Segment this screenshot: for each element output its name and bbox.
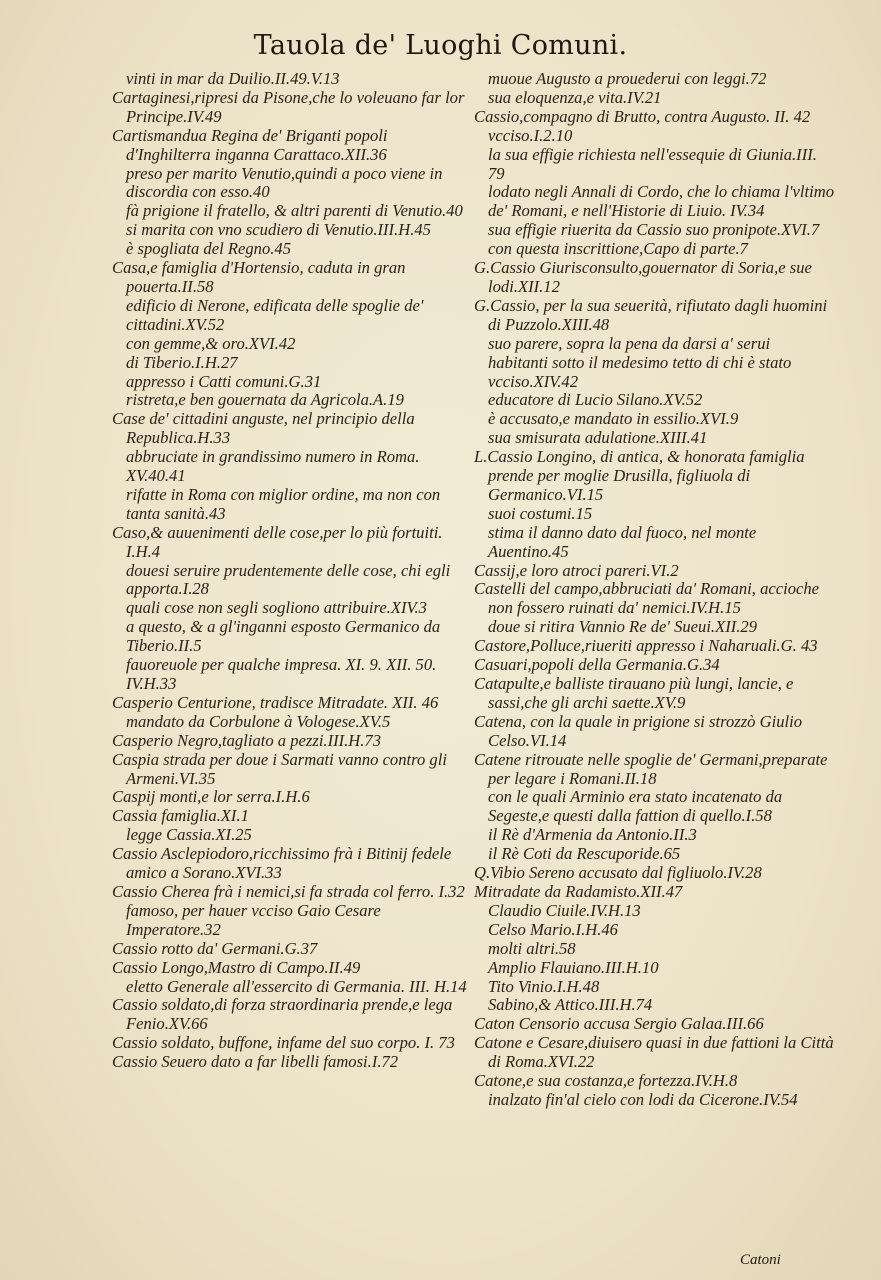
left-index-column (112, 70, 472, 1072)
index-entry: si marita con vno scudiero di Venutio.III.H.45 (126, 220, 431, 240)
index-entry: Cartismandua Regina de' Briganti popoli d'Inghilterra inganna Carattaco.XII.36 (112, 125, 388, 164)
index-entry: Tito Vinio.I.H.48 (488, 976, 600, 996)
index-entry: Casperio Centurione, tradisce Mitradate. XII. 46 (112, 692, 439, 712)
index-entry: Cassio rotto da' Germani.G.37 (112, 938, 318, 958)
index-entry: appresso i Catti comuni.G.31 (126, 371, 322, 391)
index-entry: Catone,e sua costanza,e fortezza.IV.H.8 (474, 1071, 738, 1091)
index-entry: fauoreuole per qualche impresa. XI. 9. XII. 50. IV.H.33 (126, 655, 437, 693)
index-entry: rifatte in Roma con miglior ordine, ma non con tanta sanità.43 (126, 484, 441, 523)
index-entry: con gemme,& oro.XVI.42 (126, 333, 296, 353)
index-entry: il Rè d'Armenia da Antonio.II.3 (488, 825, 697, 845)
index-entry: Casperio Negro,tagliato a pezzi.III.H.73 (112, 730, 382, 750)
index-entry: Caspia strada per doue i Sarmati vanno contro gli Armeni.VI.35 (112, 749, 447, 788)
index-entry: suoi costumi.15 (488, 503, 593, 523)
index-entry: suo parere, sopra la pena da darsi a' serui habitanti sotto il medesimo tetto di chi è stato vcciso.XIV.42 (488, 333, 792, 391)
index-entry: edificio di Nerone, edificata delle spoglie de' cittadini.XV.52 (126, 295, 424, 334)
index-entry: fà prigione il fratello, & altri parenti di Venutio.40 (126, 201, 463, 221)
index-entry: ristreta,e ben gouernata da Agricola.A.19 (126, 390, 404, 410)
index-entry: legge Cassia.XI.25 (126, 825, 252, 845)
index-entry: sua effigie riuerita da Cassio suo pronipote.XVI.7 (488, 220, 820, 240)
index-entry: Cassio Longo,Mastro di Campo.II.49 (112, 957, 361, 977)
index-entry: Casuari,popoli della Germania.G.34 (474, 655, 720, 675)
index-entry: inalzato fin'al cielo con lodi da Cicerone.IV.54 (488, 1089, 798, 1109)
index-entry: educatore di Lucio Silano.XV.52 (488, 390, 703, 410)
index-entry: lodato negli Annali di Cordo, che lo chiama l'vltimo de' Romani, e nell'Historie di Liuio. IV.34 (488, 182, 834, 221)
index-entry: Caton Censorio accusa Sergio Galaa.III.66 (474, 1014, 764, 1034)
index-entry: è accusato,e mandato in essilio.XVI.9 (488, 409, 739, 429)
index-entry: G.Cassio Giurisconsulto,gouernator di Soria,e sue lodi.XII.12 (474, 258, 812, 296)
index-entry: è spogliata del Regno.45 (126, 239, 291, 259)
index-entry: Mitradate da Radamisto.XII.47 (474, 881, 683, 901)
index-entry: eletto Generale all'essercito di Germania. III. H.14 (126, 976, 467, 996)
page-title: Tauola de' Luoghi Comuni. (253, 30, 628, 61)
index-entry: Catapulte,e balliste tirauano più lungi, lancie, e sassi,che gli archi saette.XV.9 (474, 674, 794, 712)
index-entry: sua eloquenza,e vita.IV.21 (488, 87, 662, 107)
index-entry: G.Cassio, per la sua seuerità, rifiutato dagli huomini di Puzzolo.XIII.48 (474, 295, 828, 334)
index-entry: Amplio Flauiano.III.H.10 (488, 957, 659, 977)
index-entry: di Tiberio.I.H.27 (126, 352, 238, 372)
index-entry: Cassio,compagno di Brutto, contra Augusto. II. 42 (474, 106, 811, 126)
index-entry: la sua effigie richiesta nell'essequie di Giunia.III. 79 (488, 144, 817, 183)
index-entry: vcciso.I.2.10 (488, 125, 573, 145)
catchword: Catoni (740, 1252, 781, 1268)
index-entry: Claudio Ciuile.IV.H.13 (488, 900, 641, 920)
index-entry: Q.Vibio Sereno accusato dal figliuolo.IV.28 (474, 863, 762, 883)
index-entry: L.Cassio Longino, di antica, & honorata famiglia prende per moglie Drusilla, figliuola di Germanico.VI.15 (474, 447, 805, 504)
index-entry: Sabino,& Attico.III.H.74 (488, 995, 653, 1015)
index-entry: muoue Augusto a prouederui con leggi.72 (488, 69, 767, 88)
index-entry: Castelli del campo,abbruciati da' Romani, accioche non fossero ruinati da' nemici.IV.H.15 (474, 579, 820, 618)
index-entry: mandato da Corbulone à Vologese.XV.5 (126, 711, 391, 731)
index-entry: Cassio soldato,di forza straordinaria prende,e lega Fenio.XV.66 (112, 995, 453, 1034)
index-entry: Catena, con la quale in prigione si strozzò Giulio Celso.VI.14 (474, 711, 803, 750)
index-entry: con le quali Arminio era stato incatenato da Segeste,e questi dalla fattion di quello.I.58 (488, 787, 783, 826)
index-entry: con questa inscrittione,Capo di parte.7 (488, 239, 748, 259)
index-entry: famoso, per hauer vcciso Gaio Cesare Imperatore.32 (126, 900, 381, 939)
index-entry: Cassia famiglia.XI.1 (112, 806, 249, 826)
index-entry: Casa,e famiglia d'Hortensio, caduta in gran pouerta.II.58 (112, 258, 406, 296)
index-entry: Cassio soldato, buffone, infame del suo corpo. I. 73 (112, 1033, 455, 1053)
index-entry: Cassio Seuero dato a far libelli famosi.I.72 (112, 1052, 399, 1072)
index-entry: abbruciate in grandissimo numero in Roma. XV.40.41 (126, 447, 420, 486)
index-entry: preso per marito Venutio,quindi a poco viene in discordia con esso.40 (126, 163, 443, 202)
index-entry: Celso Mario.I.H.46 (488, 919, 618, 939)
index-entry: molti altri.58 (488, 938, 576, 958)
index-entry: Cassio Asclepiodoro,ricchissimo frà i Bitinij fedele amico a Sorano.XVI.33 (112, 844, 452, 883)
index-entry: quali cose non segli sogliono attribuire.XIV.3 (126, 598, 427, 618)
index-entry: sua smisurata adulatione.XIII.41 (488, 428, 708, 448)
index-entry: doue si ritira Vannio Re de' Sueui.XII.29 (488, 617, 758, 637)
right-index-column (474, 70, 834, 1110)
index-entry: Catone e Cesare,diuisero quasi in due fattioni la Città di Roma.XVI.22 (474, 1033, 834, 1072)
index-entry: Catene ritrouate nelle spoglie de' Germani,preparate per legare i Romani.II.18 (474, 749, 828, 788)
index-entry: a questo, & a gl'inganni esposto Germanico da Tiberio.II.5 (126, 617, 441, 656)
index-entry: Case de' cittadini anguste, nel principio della Republica.H.33 (112, 409, 415, 448)
index-entry: Caspij monti,e lor serra.I.H.6 (112, 787, 310, 807)
index-entry: Cassio Cherea frà i nemici,si fa strada col ferro. I.32 (112, 881, 465, 901)
index-entry: il Rè Coti da Rescuporide.65 (488, 844, 681, 864)
index-entry: Caso,& auuenimenti delle cose,per lo più fortuiti. I.H.4 (112, 522, 443, 561)
index-entry: Cartaginesi,ripresi da Pisone,che lo voleuano far lor Principe.IV.49 (112, 87, 465, 126)
index-entry: vinti in mar da Duilio.II.49.V.13 (126, 69, 340, 88)
index-entry: douesi seruire prudentemente delle cose, chi egli apporta.I.28 (126, 560, 451, 599)
index-entry: Cassij,e loro atroci pareri.VI.2 (474, 560, 679, 580)
index-entry: Castore,Polluce,riueriti appresso i Naharuali.G. 43 (474, 636, 818, 656)
index-entry: stima il danno dato dal fuoco, nel monte Auentino.45 (488, 522, 757, 561)
